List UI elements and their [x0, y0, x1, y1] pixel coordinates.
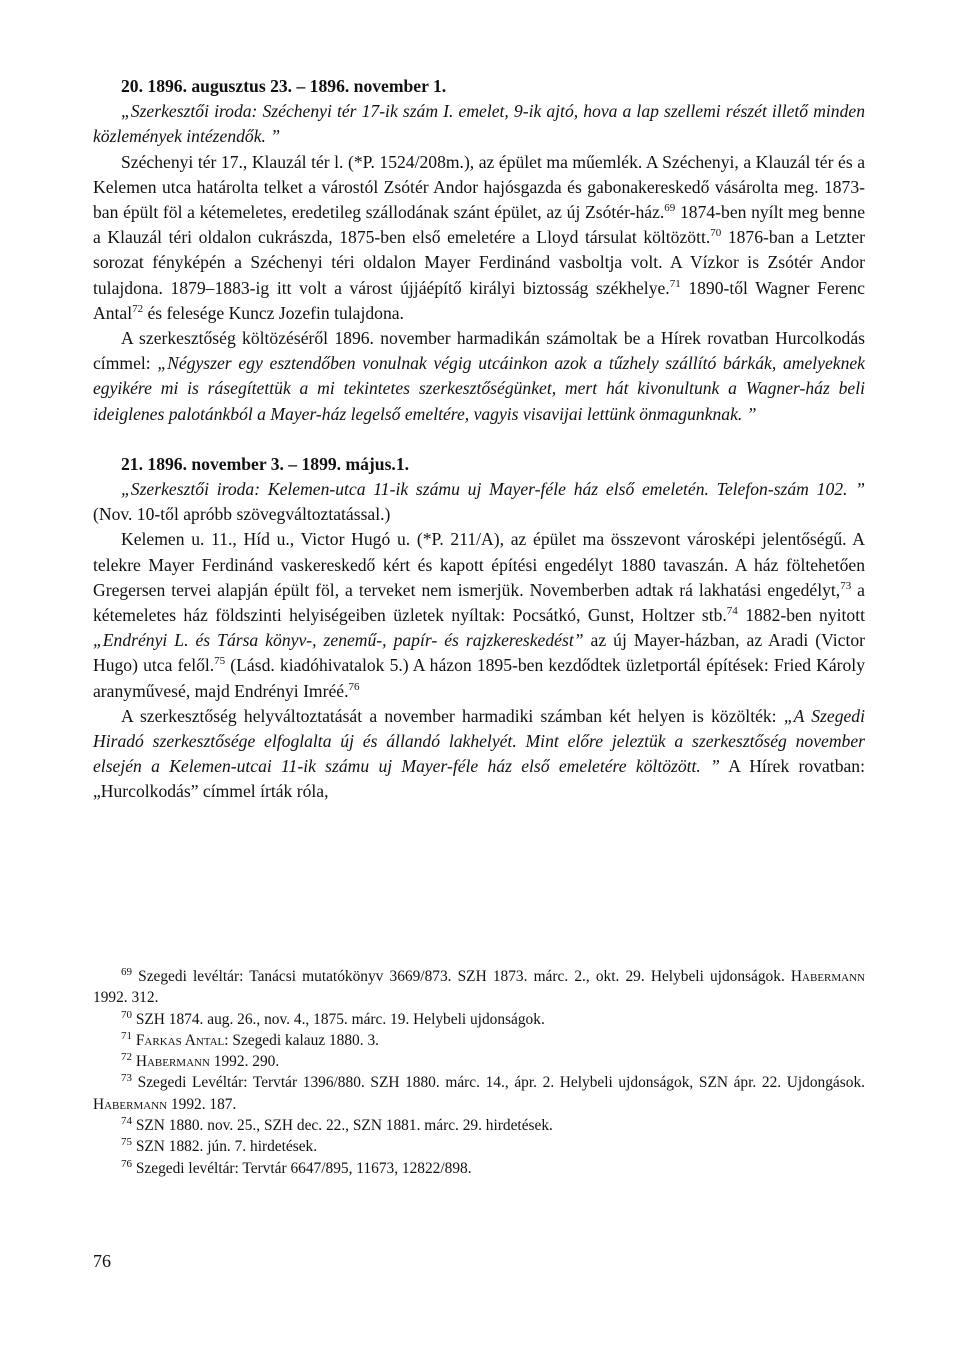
text-run: A szerkesztőség költözéséről 1896. november harmadikán számoltak be a Hírek rovatban Hurcolkodás címmel:: [93, 328, 865, 374]
entry-21-quote: [93, 477, 865, 527]
footnote-76: $^{76}$ Szegedi levéltár: Tervtár 6647/895, 11673, 12822/898.: [121, 1157, 472, 1177]
entry-21-move-note: [93, 704, 865, 805]
text-run: : Szegedi kalauz 1880. 3.: [224, 1031, 379, 1049]
italic-text: „Szerkesztői iroda: Széchenyi tér 17-ik szám I. emelet, 9-ik ajtó, hova a lap szellemi részét illető minden közlemények intézendők. ”: [93, 101, 865, 147]
entry-heading-20: 20. 1896. augusztus 23. – 1896. november 1.: [121, 76, 447, 96]
text-run: A Hírek rovatban: „Hurcolkodás” címmel írták róla,: [93, 756, 865, 802]
author-name: Habermann: [790, 968, 865, 985]
italic-text: „Endrényi L. és Társa könyv-, zenemű-, papír- és rajzkereskedést”: [93, 630, 584, 651]
footnote-70: $^{70}$ SZH 1874. aug. 26., nov. 4., 1875. márc. 19. Helybeli ujdonságok.: [121, 1008, 545, 1028]
text-run: Szegedi levéltár: Tervtár 6647/895, 11673, 12822/898.: [132, 1159, 472, 1177]
text-run: 1992. 187.: [167, 1095, 237, 1113]
footnotes: [93, 966, 865, 1179]
footnote-ref: 74: [726, 605, 738, 618]
footnote-73: $^{73}$ Szegedi Levéltár: Tervtár 1396/880. SZH 1880. márc. 14., ápr. 2. Helybeli ujdonságok, SZN ápr. 22. Ujdongások. Habermann 1992. 187.: [93, 1072, 865, 1113]
text-run: 1992. 290.: [209, 1053, 280, 1071]
text-run: 1992. 312.: [93, 989, 159, 1007]
text-run: az új Mayer-házban, az Aradi (Victor Hugo) utca felől.: [93, 630, 865, 676]
text-run: és felesége Kuncz Jozefin tulajdona.: [143, 302, 404, 323]
text-run: Szegedi levéltár: Tanácsi mutatókönyv 3669/873. SZH 1873. márc. 2., okt. 29. Helybeli ujdonságok.: [132, 968, 791, 985]
text-run: (Lásd. kiadóhivatalok 5.) A házon 1895-ben kezdődtek üzletportál építések: Fried Károly aranyművesé, majd Endrényi Imréé.: [93, 655, 865, 701]
italic-text: „A Szegedi Hiradó szerkesztősége elfoglalta új és állandó lakhelyét. Mint előre jeleztük a szerkesztőség november elsején a Kelemen-utcai 11-ik számu uj Mayer-féle ház első emeletére költözött. ”: [93, 705, 865, 777]
entry-20-move-note: [93, 326, 865, 427]
text-run: Széchenyi tér 17., Klauzál tér l. (*P. 1524/208m.), az épület ma műemlék. A Széchenyi, a Klauzál tér és a Kelemen utca határolta telket a várostól Zsótér Andor hajósgazda és gabonakereskedő vásárolta meg. 1873-ban épült föl a kétemeletes, eredetileg szállodának szánt épület, az új Zsótér-ház.: [93, 151, 865, 223]
text-run: 1890-től Wagner Ferenc Antal: [93, 277, 865, 323]
text-run: 1882-ben nyitott: [737, 605, 865, 626]
text-run: Szegedi Levéltár: Tervtár 1396/880. SZH 1880. márc. 14., ápr. 2. Helybeli ujdonságok, SZN ápr. 22. Ujdongások.: [132, 1074, 865, 1092]
entry-21-description: [93, 527, 865, 703]
author-name: Habermann: [135, 1053, 210, 1071]
text-run: A szerkesztőség helyváltoztatását a november harmadiki számban két helyen is közölték:: [121, 705, 784, 726]
footnote-74: $^{74}$ SZN 1880. nov. 25., SZH dec. 22., SZN 1881. márc. 29. hirdetések.: [121, 1114, 553, 1135]
footnote-ref: 70: [710, 227, 722, 240]
italic-text: „Négyszer egy esztendőben vonulnak végig utcáinkon azok a tűzhely szállító bárkák, amelyeknek egyikére mi is rásegítettük a mi tekintetes szerkesztőségünket, mert hát kivonultunk a Wagner-ház beli ideiglenes palotánkból a Mayer-ház legelső emeltére, vagyis visavijai lettünk önmagunknak. ”: [93, 353, 865, 424]
text-run: (Nov. 10-től apróbb szövegváltoztatással.): [93, 504, 391, 525]
footnote-ref: 72: [132, 302, 144, 315]
text-run: SZH 1874. aug. 26., nov. 4., 1875. márc. 19. Helybeli ujdonságok.: [132, 1010, 545, 1028]
page-number: 76: [93, 1251, 111, 1271]
italic-text: „Szerkesztői iroda: Kelemen-utca 11-ik számu uj Mayer-féle ház első emeletén. Telefon-szám 102. ”: [121, 479, 865, 500]
entry-gap: [93, 427, 865, 452]
footnote-ref: 69: [664, 202, 676, 215]
entry-20-quote: [93, 99, 865, 149]
text-run: Kelemen u. 11., Híd u., Victor Hugó u. (*P. 211/A), az épület ma összevont városképi jelentőségű. A telekre Mayer Ferdinánd vaskereskedő kért és kapott építési engedélyt 1880 tavaszán. A ház föltehetően Gregersen tervei alapján épült föl, a terveket nem ismerjük. Novemberben adtak rá lakhatási engedélyt,: [93, 529, 865, 600]
text-run: 1874-ben nyílt meg benne a Klauzál téri oldalon cukrászda, 1875-ben első emeletére a Lloyd társulat költözött.: [93, 202, 865, 248]
author-name: Habermann: [93, 1095, 168, 1113]
footnote-ref: 76: [348, 680, 360, 693]
footnote-69: $^{69}$ Szegedi levéltár: Tanácsi mutatókönyv 3669/873. SZH 1873. márc. 2., okt. 29. Helybeli ujdonságok. Habermann 1992. 312.: [93, 965, 865, 1007]
footnote-71: $^{71}$ Farkas Antal: Szegedi kalauz 1880. 3.: [121, 1029, 379, 1049]
footnote-75: $^{75}$ SZN 1882. jún. 7. hirdetések.: [121, 1136, 318, 1156]
text-run: a kétemeletes ház földszinti helyiségeiben üzletek nyíltak: Pocsátkó, Gunst, Holtzer stb.: [93, 579, 865, 626]
text-run: SZN 1882. jún. 7. hirdetések.: [132, 1138, 318, 1156]
footnote-ref: 73: [840, 580, 852, 592]
text-run: 1876-ban a Letzter sorozat fényképén a Széchenyi téri oldalon Mayer Ferdinánd vasboltja volt. A Vízkor is Zsótér Andor tulajdona. 1879–1883-ig itt volt a várost újjáépítő királyi biztosság székhelye.: [93, 227, 865, 298]
footnote-72: $^{72}$ Habermann 1992. 290.: [121, 1051, 280, 1071]
main-text: [93, 74, 865, 805]
text-run: SZN 1880. nov. 25., SZH dec. 22., SZN 1881. márc. 29. hirdetések.: [132, 1117, 553, 1135]
footnote-ref: 71: [669, 277, 681, 290]
author-name: Farkas Antal: [135, 1031, 225, 1049]
entry-heading-21: 21. 1896. november 3. – 1899. május.1.: [121, 453, 410, 474]
footnote-ref: 75: [214, 655, 226, 668]
entry-20-description: [93, 150, 865, 326]
